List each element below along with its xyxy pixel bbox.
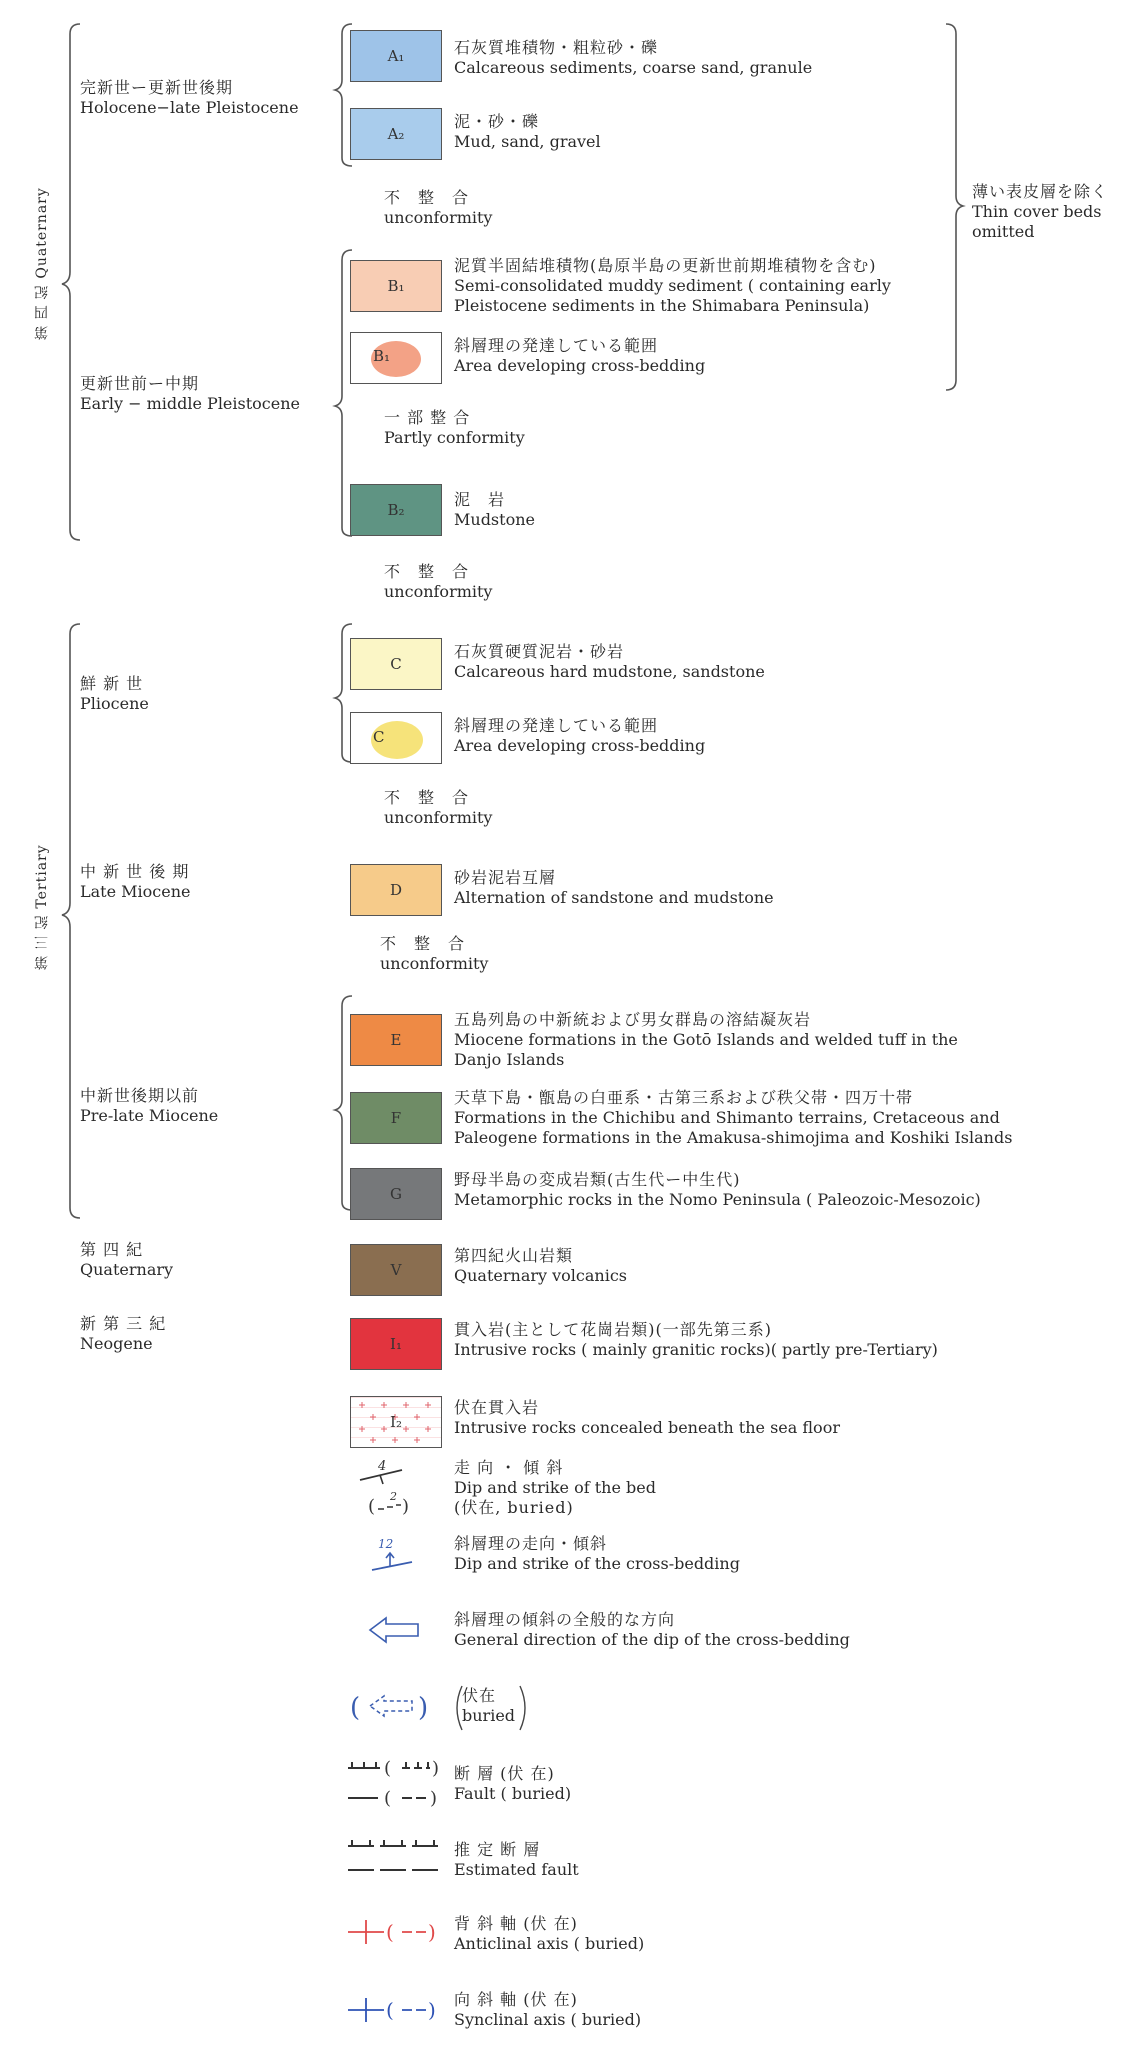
anticlinal-axis-symbol	[344, 1912, 444, 1952]
unit-code-e: E	[390, 1031, 402, 1049]
unit-code-a1: A₁	[387, 47, 405, 65]
general-direction-desc	[454, 1610, 850, 1650]
unit-code-d: D	[389, 881, 403, 899]
unit-desc-b2-en: Mudstone	[454, 510, 535, 529]
epoch-pliocene-en: Pliocene	[80, 694, 149, 713]
buried-direction-arrow-icon	[350, 1684, 440, 1730]
svg-text:): )	[402, 1496, 410, 1517]
contact-unc1-jp: 不 整 合	[384, 188, 470, 207]
contact-unc1-en: unconformity	[384, 208, 493, 227]
unit-desc-i2-jp: 伏在貫入岩	[454, 1398, 540, 1417]
unit-desc-f-en: Formations in the Chichibu and Shimanto terrains, Cretaceous and	[454, 1108, 1000, 1127]
unit-box-a1	[350, 30, 442, 82]
unit-desc-b1-en: Semi-consolidated muddy sediment ( containing early	[454, 276, 891, 295]
thin-cover-en2: omitted	[972, 222, 1035, 241]
contact-unc2-jp: 不 整 合	[384, 562, 470, 581]
dip-number: 4	[378, 1459, 387, 1474]
epoch-neogene	[80, 1314, 166, 1354]
anti-en: Anticlinal axis ( buried)	[454, 1934, 645, 1953]
epoch-early-middle-jp: 更新世前ー中期	[80, 374, 200, 393]
contact-unc3-jp: 不 整 合	[384, 788, 470, 807]
unit-desc-e-jp: 五島列島の中新統および男女群島の溶結凝灰岩	[454, 1010, 812, 1029]
unit-desc-v-en: Quaternary volcanics	[454, 1266, 628, 1285]
epoch-holocene-jp: 完新世ー更新世後期	[80, 78, 234, 97]
dip-strike-symbol	[340, 1456, 450, 1526]
epoch-late-miocene	[80, 862, 190, 902]
epoch-neogene-en: Neogene	[80, 1334, 153, 1353]
unit-desc-v-jp: 第四紀火山岩類	[454, 1246, 574, 1265]
svg-text:): )	[418, 1693, 429, 1723]
svg-text:): )	[428, 1998, 436, 2022]
epoch-pre-late-jp: 中新世後期以前	[80, 1086, 200, 1105]
unit-box-i1	[350, 1318, 442, 1370]
unit-desc-e	[454, 1010, 958, 1070]
svg-text:): )	[430, 1788, 438, 1809]
unit-desc-b2-jp: 泥 岩	[454, 490, 506, 509]
epoch-late-miocene-en: Late Miocene	[80, 882, 191, 901]
epoch-late-miocene-jp: 中 新 世 後 期	[80, 862, 190, 881]
syn-jp: 向 斜 軸 (伏 在)	[454, 1990, 578, 2009]
unit-desc-b1-en2: Pleistocene sediments in the Shimabara Peninsula)	[454, 296, 870, 315]
cross-bedding-desc	[454, 1534, 740, 1574]
epoch-pliocene-jp: 鮮 新 世	[80, 674, 144, 693]
epoch-holocene-en: Holocene−late Pleistocene	[80, 98, 299, 117]
unit-box-v	[350, 1244, 442, 1296]
estimated-fault-symbol	[344, 1836, 444, 1888]
unit-desc-v	[454, 1246, 627, 1286]
quaternary-brace	[62, 24, 80, 540]
quaternary-en: Quaternary	[34, 187, 50, 279]
svg-text:(: (	[350, 1693, 361, 1723]
unit-desc-d	[454, 868, 774, 908]
unit-box-a2	[350, 108, 442, 160]
unit-desc-d-en: Alternation of sandstone and mudstone	[454, 888, 774, 907]
gen-en: General direction of the dip of the cross-bedding	[454, 1630, 850, 1649]
tertiary-en: Tertiary	[34, 844, 50, 909]
epoch-holocene	[80, 78, 299, 118]
unit-desc-a1-jp: 石灰質堆積物・粗粒砂・礫	[454, 38, 659, 57]
dip-buried: (伏在, buried)	[454, 1498, 574, 1517]
contact-unconformity-3	[384, 788, 492, 828]
contact-partly-jp: 一 部 整 合	[384, 408, 471, 427]
epoch-quaternary	[80, 1240, 173, 1280]
contact-unc2-en: unconformity	[384, 582, 493, 601]
unit-desc-a2-jp: 泥・砂・礫	[454, 112, 540, 131]
contact-partly-en: Partly conformity	[384, 428, 525, 447]
unit-desc-a2-en: Mud, sand, gravel	[454, 132, 601, 151]
svg-text:): )	[432, 1758, 440, 1779]
unit-box-e	[350, 1014, 442, 1066]
epoch-neogene-jp: 新 第 三 紀	[80, 1314, 167, 1333]
svg-text:(: (	[384, 1788, 392, 1809]
cross-bedding-dip-symbol	[360, 1534, 440, 1582]
thin-cover-en1: Thin cover beds	[972, 202, 1102, 221]
unit-desc-i1-en: Intrusive rocks ( mainly granitic rocks)( partly pre-Tertiary)	[454, 1340, 938, 1359]
unit-desc-g-jp: 野母半島の変成岩類(古生代ー中生代)	[454, 1170, 741, 1189]
epoch-pliocene	[80, 674, 149, 714]
svg-text:): )	[428, 1920, 436, 1944]
svg-text:(: (	[384, 1758, 392, 1779]
unit-box-b1-crossbed	[350, 332, 442, 384]
cross-en: Dip and strike of the cross-bedding	[454, 1554, 740, 1573]
unit-desc-i2	[454, 1398, 840, 1438]
contact-unconformity-4	[380, 934, 488, 974]
dip-number-buried: 2	[390, 1490, 397, 1503]
gen-jp: 斜層理の傾斜の全般的な方向	[454, 1610, 676, 1629]
unit-desc-d-jp: 砂岩泥岩互層	[454, 868, 557, 887]
unit-desc-i1	[454, 1320, 938, 1360]
unit-desc-b1-crossbed-en: Area developing cross-bedding	[454, 356, 706, 375]
estimated-fault-desc	[454, 1840, 579, 1880]
unit-box-b1	[350, 260, 442, 312]
unit-desc-e-en2: Danjo Islands	[454, 1050, 565, 1069]
unit-code-c: C	[390, 655, 402, 673]
unit-desc-e-en: Miocene formations in the Gotō Islands and welded tuff in the	[454, 1030, 958, 1049]
unit-box-c	[350, 638, 442, 690]
contact-unconformity-2	[384, 562, 492, 602]
contact-unc3-en: unconformity	[384, 808, 493, 827]
cross-number: 12	[378, 1537, 394, 1551]
unit-code-b2: B₂	[387, 501, 405, 519]
unit-code-f: F	[390, 1109, 402, 1127]
epoch-early-middle	[80, 374, 300, 414]
fault-jp: 断 層 (伏 在)	[454, 1764, 555, 1783]
unit-desc-g-en: Metamorphic rocks in the Nomo Peninsula ( Paleozoic-Mesozoic)	[454, 1190, 981, 1209]
unit-desc-i2-en: Intrusive rocks concealed beneath the sea floor	[454, 1418, 840, 1437]
unit-desc-g	[454, 1170, 981, 1210]
unit-desc-f-jp: 天草下島・甑島の白亜系・古第三系および秩父帯・四万十帯	[454, 1088, 914, 1107]
quaternary-jp: 第 四 紀	[34, 284, 50, 340]
epoch-pre-late-en: Pre-late Miocene	[80, 1106, 219, 1125]
buried-paren-right	[518, 1684, 532, 1732]
buried-jp: 伏在	[462, 1686, 497, 1705]
unit-desc-b1-crossbed-jp: 斜層理の発達している範囲	[454, 336, 659, 355]
syn-en: Synclinal axis ( buried)	[454, 2010, 642, 2029]
tertiary-jp: 第 三 紀	[34, 914, 50, 970]
unit-desc-f-en2: Paleogene formations in the Amakusa-shimojima and Koshiki Islands	[454, 1128, 1013, 1147]
unit-desc-a1	[454, 38, 812, 78]
unit-code-a2: A₂	[387, 125, 405, 143]
svg-text:(: (	[368, 1496, 376, 1517]
anticlinal-axis-desc	[454, 1914, 644, 1954]
unit-desc-c-en: Calcareous hard mudstone, sandstone	[454, 662, 765, 681]
unit-box-i2	[350, 1396, 442, 1448]
dip-strike-desc	[454, 1458, 656, 1518]
synclinal-axis-desc	[454, 1990, 641, 2030]
unit-box-g	[350, 1168, 442, 1220]
unit-box-f	[350, 1092, 442, 1144]
unit-box-b2	[350, 484, 442, 536]
contact-unconformity-1	[384, 188, 492, 228]
unit-desc-c-crossbed-jp: 斜層理の発達している範囲	[454, 716, 659, 735]
epoch-pre-late-miocene	[80, 1086, 218, 1126]
unit-desc-a2	[454, 112, 601, 152]
unit-desc-i1-jp: 貫入岩(主として花崗岩類)(一部先第三系)	[454, 1320, 772, 1339]
unit-desc-c	[454, 642, 765, 682]
contact-unc4-en: unconformity	[380, 954, 489, 973]
fault-symbol	[344, 1756, 444, 1812]
unit-desc-b1	[454, 256, 891, 316]
unit-desc-b2	[454, 490, 535, 530]
unit-desc-a1-en: Calcareous sediments, coarse sand, granule	[454, 58, 813, 77]
svg-text:(: (	[386, 1998, 394, 2022]
anti-jp: 背 斜 軸 (伏 在)	[454, 1914, 578, 1933]
unit-box-c-crossbed	[350, 712, 442, 764]
unit-desc-c-crossbed-en: Area developing cross-bedding	[454, 736, 706, 755]
unit-code-g: G	[390, 1185, 402, 1203]
unit-desc-b1-jp: 泥質半固結堆積物(島原半島の更新世前期堆積物を含む)	[454, 256, 877, 275]
tertiary-brace	[62, 624, 80, 1218]
synclinal-axis-symbol	[344, 1990, 444, 2030]
unit-desc-f	[454, 1088, 1012, 1148]
fault-en: Fault ( buried)	[454, 1784, 572, 1803]
epoch-quaternary-en: Quaternary	[80, 1260, 174, 1279]
thin-cover-brace	[946, 24, 963, 390]
unit-box-d	[350, 864, 442, 916]
quaternary-vertical-label	[34, 187, 56, 340]
unit-code-v: V	[390, 1261, 402, 1279]
unit-code-i1: I₁	[390, 1335, 402, 1353]
fault-desc	[454, 1764, 571, 1804]
unit-code-i2: I₂	[390, 1413, 402, 1431]
unit-desc-c-jp: 石灰質硬質泥岩・砂岩	[454, 642, 625, 661]
buried-en: buried	[462, 1706, 516, 1725]
epoch-early-middle-en: Early − middle Pleistocene	[80, 394, 300, 413]
thin-cover-jp: 薄い表皮層を除く	[972, 182, 1109, 201]
unit-code-b1-crossbed: B₁	[373, 347, 391, 365]
unit-code-b1: B₁	[387, 277, 405, 295]
cross-jp: 斜層理の走向・傾斜	[454, 1534, 608, 1553]
general-direction-arrow-icon	[360, 1610, 430, 1650]
dip-jp: 走 向 ・ 傾 斜	[454, 1458, 564, 1477]
est-jp: 推 定 断 層	[454, 1840, 541, 1859]
unit-desc-c-crossbed	[454, 716, 705, 756]
epoch-quaternary-jp: 第 四 紀	[80, 1240, 144, 1259]
contact-partly-conformity	[384, 408, 525, 448]
contact-unc4-jp: 不 整 合	[380, 934, 466, 953]
dip-en: Dip and strike of the bed	[454, 1478, 656, 1497]
tertiary-vertical-label	[34, 844, 56, 970]
svg-text:(: (	[386, 1920, 394, 1944]
est-en: Estimated fault	[454, 1860, 579, 1879]
thin-cover-note	[972, 182, 1108, 242]
unit-desc-b1-crossbed	[454, 336, 705, 376]
unit-code-c-crossbed: C	[373, 728, 385, 746]
